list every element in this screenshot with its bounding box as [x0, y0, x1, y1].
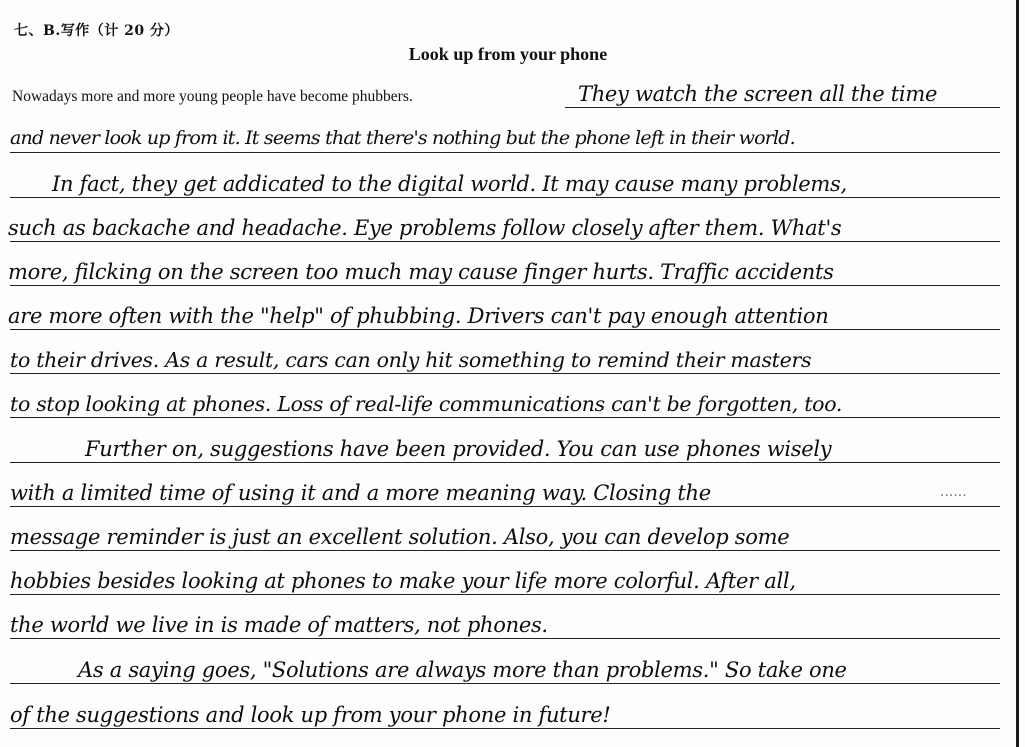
ruled-line: [10, 241, 1000, 242]
handwritten-line: and never look up from it. It seems that there's nothing but the phone left in their world.: [10, 127, 795, 149]
section-heading: 七、B.写作（计 20 分）: [14, 23, 179, 39]
essay-title: Look up from your phone: [408, 44, 608, 64]
page-border: [1016, 0, 1019, 747]
ruled-line: [10, 197, 1000, 198]
handwritten-line: are more often with the "help" of phubbing. Drivers can't pay enough attention: [8, 304, 829, 328]
ruled-line: [565, 107, 1000, 108]
handwritten-line: to their drives. As a result, cars can only hit something to remind their masters: [10, 348, 812, 372]
handwritten-line: more, filcking on the screen too much may cause finger hurts. Traffic accidents: [8, 260, 834, 284]
ruled-line: [10, 506, 1000, 507]
ruled-line: [10, 462, 1000, 463]
handwritten-line: to stop looking at phones. Loss of real-life communications can't be forgotten, too.: [10, 392, 843, 416]
ruled-line: [10, 683, 1000, 684]
handwritten-line: message reminder is just an excellent solution. Also, you can develop some: [10, 525, 790, 549]
ruled-line: [10, 728, 1000, 729]
handwritten-line: They watch the screen all the time: [578, 82, 938, 106]
handwritten-line: Further on, suggestions have been provided. You can use phones wisely: [85, 437, 832, 461]
handwritten-line: the world we live in is made of matters, not phones.: [10, 613, 548, 637]
handwritten-line: with a limited time of using it and a more meaning way. Closing the: [10, 481, 711, 505]
ruled-line: [10, 373, 1000, 374]
ruled-line: [10, 152, 1000, 153]
ruled-line: [10, 329, 1000, 330]
handwritten-line: hobbies besides looking at phones to make your life more colorful. After all,: [10, 569, 796, 593]
handwritten-line: such as backache and headache. Eye problems follow closely after them. What's: [8, 216, 842, 240]
ruled-line: [10, 417, 1000, 418]
ellipsis-mark: ......: [940, 484, 967, 500]
ruled-line: [10, 285, 1000, 286]
handwritten-line: As a saying goes, "Solutions are always more than problems." So take one: [78, 658, 847, 682]
ruled-line: [10, 638, 1000, 639]
handwritten-line: of the suggestions and look up from your phone in future!: [10, 703, 611, 727]
handwritten-line: In fact, they get addicated to the digital world. It may cause many problems,: [52, 172, 847, 196]
ruled-line: [10, 550, 1000, 551]
essay-prompt: Nowadays more and more young people have become phubbers.: [12, 88, 413, 105]
ruled-line: [10, 594, 1000, 595]
